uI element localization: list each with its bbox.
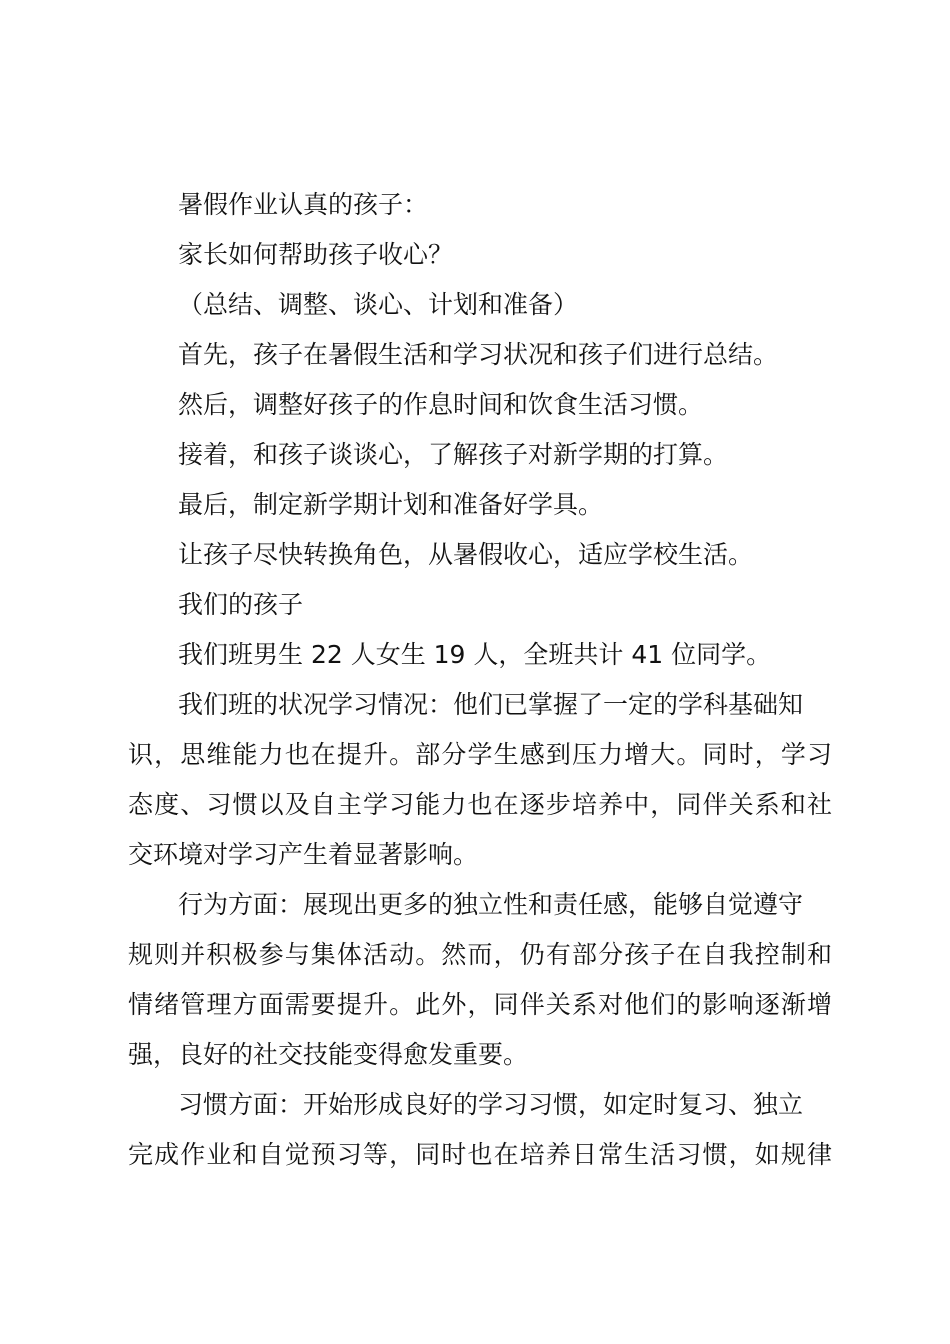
paragraph-line: 态度、习惯以及自主学习能力也在逐步培养中，同伴关系和社: [128, 790, 832, 819]
paragraph-line: 行为方面：展现出更多的独立性和责任感，能够自觉遵守: [178, 890, 804, 919]
text-line: 让孩子尽快转换角色，从暑假收心，适应学校生活。: [178, 540, 754, 569]
paragraph-line: 强，良好的社交技能变得愈发重要。: [128, 1040, 529, 1069]
paragraph-line: 规则并积极参与集体活动。然而，仍有部分孩子在自我控制和: [128, 940, 832, 969]
paragraph-line: 习惯方面：开始形成良好的学习习惯，如定时复习、独立: [178, 1090, 804, 1119]
text-line: 我们的孩子: [178, 590, 304, 619]
text-line: 最后，制定新学期计划和准备好学具。: [178, 490, 604, 519]
text-line: （总结、调整、谈心、计划和准备）: [178, 290, 579, 319]
text-line: 暑假作业认真的孩子：: [178, 190, 429, 219]
text-line: 然后，调整好孩子的作息时间和饮食生活习惯。: [178, 390, 704, 419]
text-line: 家长如何帮助孩子收心？: [178, 240, 454, 269]
text-line: 首先，孩子在暑假生活和学习状况和孩子们进行总结。: [178, 340, 779, 369]
paragraph-line: 交环境对学习产生着显著影响。: [128, 840, 479, 869]
paragraph-line: 完成作业和自觉预习等，同时也在培养日常生活习惯，如规律: [128, 1140, 832, 1169]
text-line: 我们班男生 22 人女生 19 人，全班共计 41 位同学。: [178, 640, 772, 669]
text-line: 接着，和孩子谈谈心，了解孩子对新学期的打算。: [178, 440, 729, 469]
paragraph-line: 情绪管理方面需要提升。此外，同伴关系对他们的影响逐渐增: [128, 990, 832, 1019]
paragraph-line: 识，思维能力也在提升。部分学生感到压力增大。同时，学习: [128, 740, 832, 769]
paragraph-line: 我们班的状况学习情况：他们已掌握了一定的学科基础知: [178, 690, 804, 719]
